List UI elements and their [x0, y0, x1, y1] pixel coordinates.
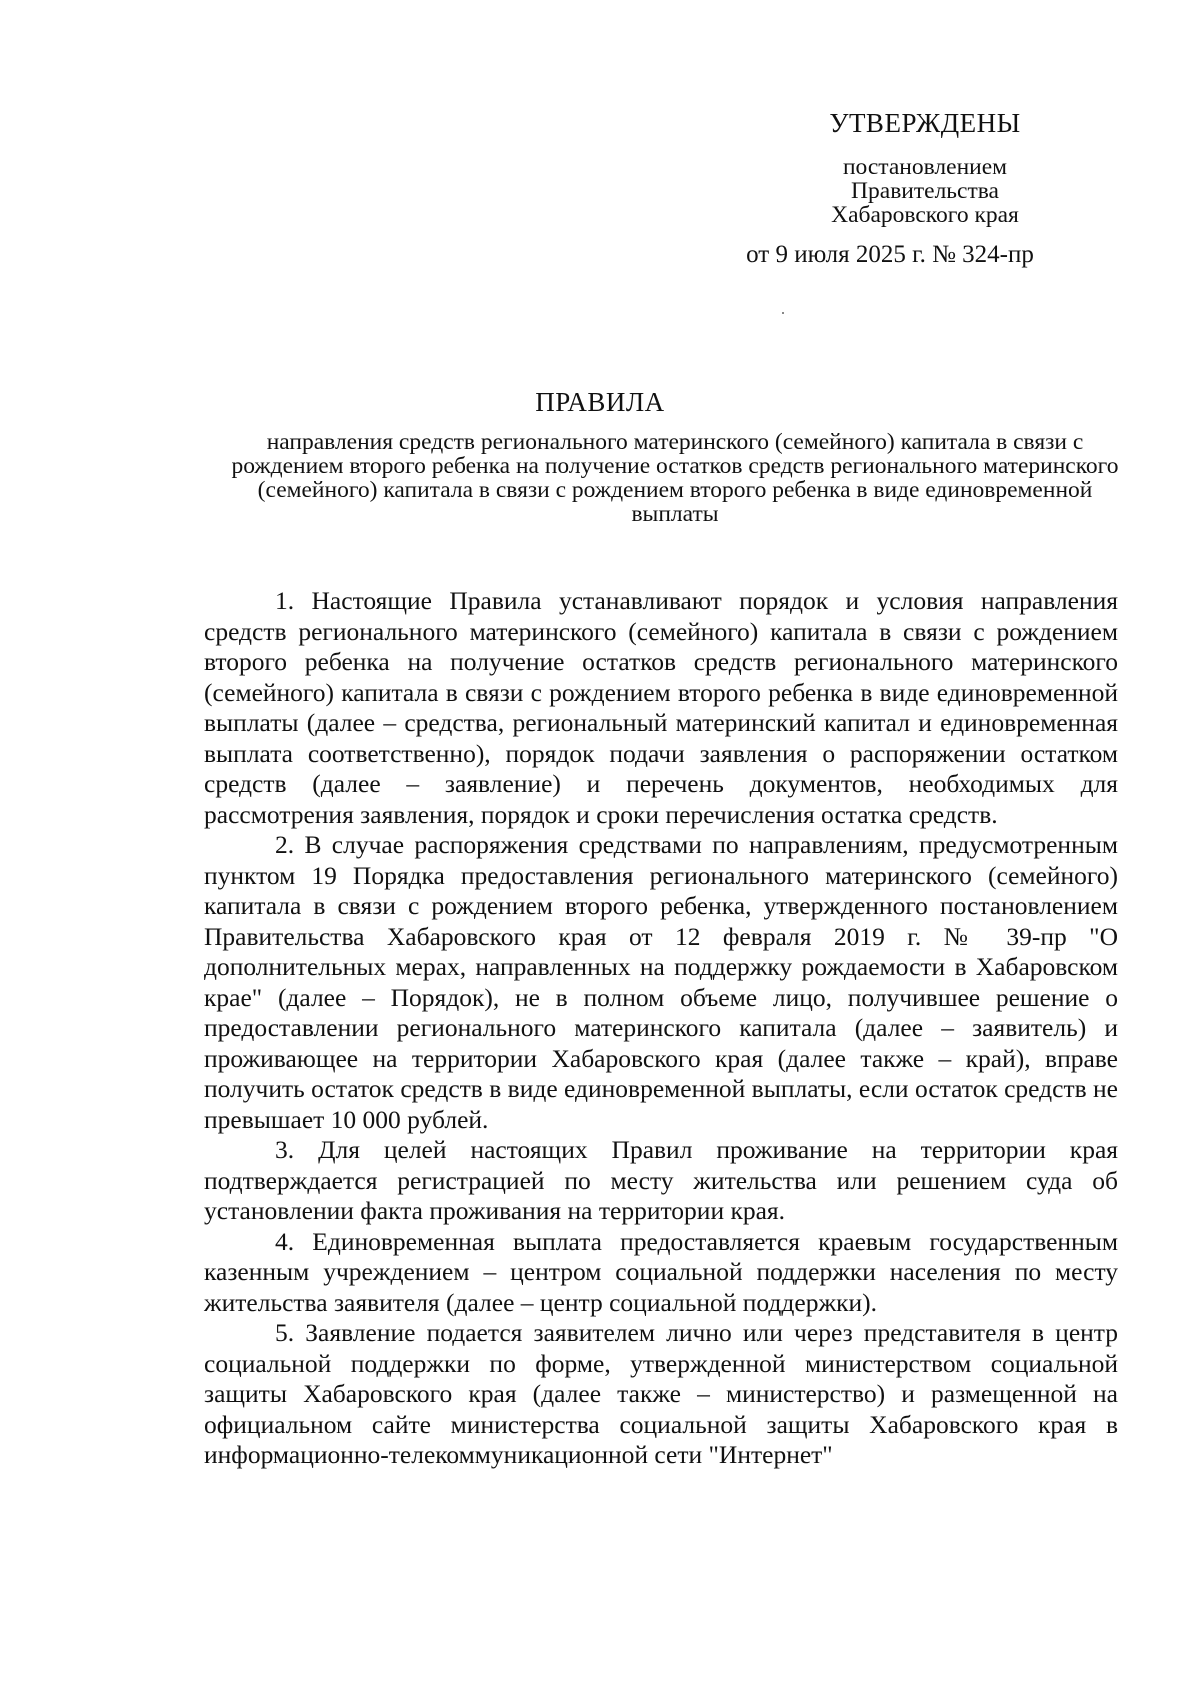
paragraph-5: 5. Заявление подается заявителем лично или через представителя в центр социальной поддержки по форме, утвержденной министерством социальной защиты Хабаровского края (далее также – министерство) и размещенной на официальном сайте министерства социальной защиты Хабаровского края в информационно-телекоммуникационной сети "Интернет" — [204, 1318, 1118, 1469]
paragraph-3: 3. Для целей настоящих Правил проживание на территории края подтверждается регистрацией по месту жительства или решением суда об установлении факта проживания на территории края. — [204, 1135, 1118, 1225]
scan-speck — [782, 312, 784, 314]
paragraph-1: 1. Настоящие Правила устанавливают порядок и условия направления средств регионального материнского (семейного) капитала в связи с рождением второго ребенка на получение остатков средств регионального материнского (семейного) капитала в связи с рождением второго ребенка в виде единовременной выплаты (далее – средства, региональный материнский капитал и единовременная выплата соответственно), порядок подачи заявления о распоряжении остатком средств (далее – заявление) и перечень документов, необходимых для рассмотрения заявления, порядок и сроки перечисления остатка средств. — [204, 586, 1118, 829]
approval-date: от 9 июля 2025 г. № 324-пр — [746, 241, 1034, 268]
approval-stamp — [746, 108, 1080, 269]
approval-heading: УТВЕРЖДЕНЫ — [829, 108, 1021, 138]
document-title: ПРАВИЛА — [535, 387, 665, 417]
paragraph-2: 2. В случае распоряжения средствами по направлениям, предусмотренным пунктом 19 Порядка предоставления регионального материнского (семейного) капитала в связи с рождением второго ребенка, утвержденного постановлением Правительства Хабаровского края от 12 февраля 2019 г. № 39-пр "О дополнительных мерах, направленных на поддержку рождаемости в Хабаровском крае" (далее – Порядок), не в полном объеме лицо, получившее решение о предоставлении регионального материнского капитала (далее – заявитель) и проживающее на территории Хабаровского края (далее также – край), вправе получить остаток средств в виде единовременной выплаты, если остаток средств не превышает 10 000 рублей. — [204, 830, 1118, 1134]
document-subtitle: направления средств регионального материнского (семейного) капитала в связи с рождением второго ребенка на получение остатков средств регионального материнского (семейного) капитала в связи с рождением второго ребенка в виде единовременной выплаты — [231, 429, 1119, 527]
approval-line-3: Хабаровского края — [831, 202, 1019, 228]
paragraph-4: 4. Единовременная выплата предоставляется краевым государственным казенным учреждением – центром социальной поддержки населения по месту жительства заявителя (далее – центр социальной поддержки). — [204, 1226, 1118, 1317]
document-body — [204, 586, 1118, 1471]
approval-line-2: Правительства — [851, 178, 999, 204]
approval-line-1: постановлением — [842, 154, 1008, 180]
